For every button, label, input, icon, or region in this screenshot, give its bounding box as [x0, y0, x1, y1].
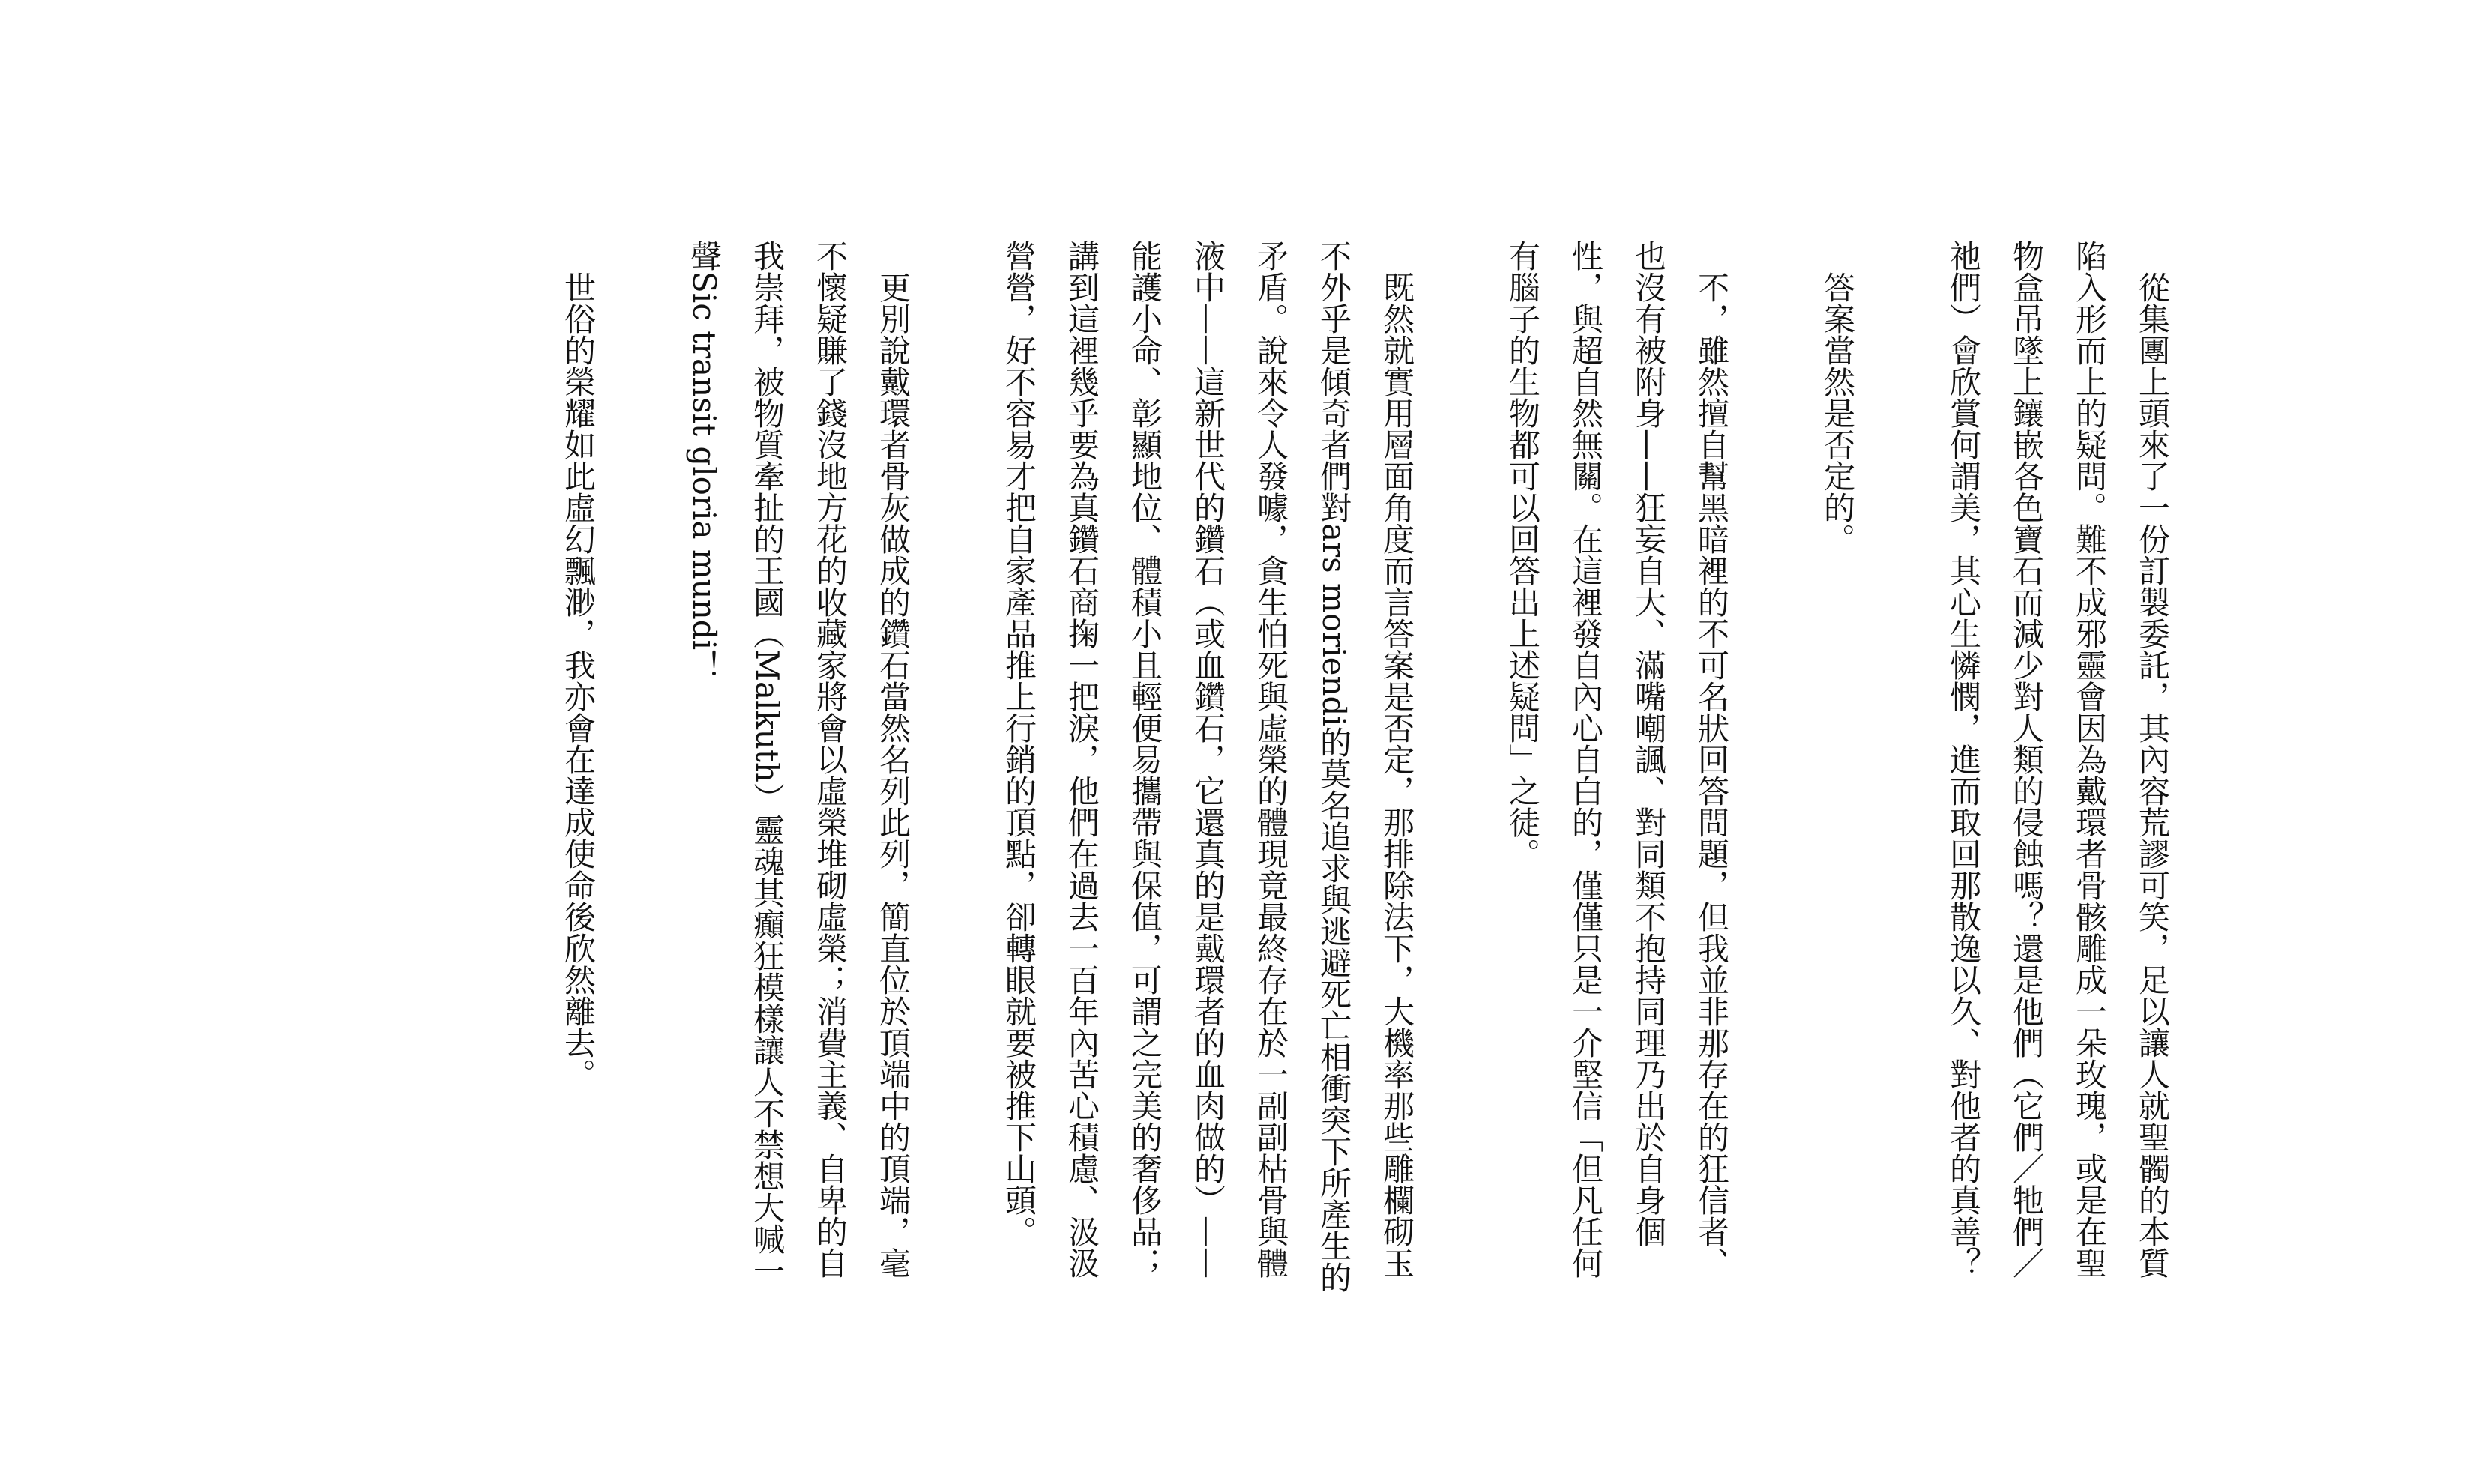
paragraph-confession: 不，雖然擅自幫黑暗裡的不可名狀回答問題，但我並非那存在的狂信者、也沒有被附身——狂妄自大、滿嘴嘲諷、對同類不抱持同理乃出於自身個性，與超自然無關。在這裡發自內心自白的，僅僅只是一介堅信「但凡任何有腦子的生物都可以回答出上述疑問」之徒。 [1504, 240, 1730, 1279]
paragraph-ars-moriendi: 既然就實用層面角度而言答案是否定，那排除法下，大機率那些雕欄砌玉不外乎是傾奇者們對ars moriendi的莫名追求與逃避死亡相衝突下所產生的矛盾。說來令人發噱，貪生怕死與虛榮的體現竟最終存在於一副副枯骨與體液中——這新世代的鑽石（或血鑽石，它還真的是戴環者的血肉做的）——能護小命、彰顯地位、體積小且輕便易攜帶與保值，可謂之完美的奢侈品；講到這裡幾乎要為真鑽石商掬一把淚，他們在過去一百年內苦心積慮、汲汲營營，好不容易才把自家產品推上行銷的頂點，卻轉眼就要被推下山頭。 [1001, 240, 1415, 1293]
paragraph-answer: 答案當然是否定的。 [1819, 271, 1856, 555]
paragraph-sic-transit: 更別說戴環者骨灰做成的鑽石當然名列此列，簡直位於頂端中的頂端，毫不懷疑賺了錢沒地方花的收藏家將會以虛榮堆砌虛榮；消費主義、自卑的自我崇拜，被物質牽扯的王國（Malkuth）靈魂其癲狂模樣讓人不禁想大喊一聲Sic transit gloria mundi！ [686, 240, 912, 1286]
paragraph-commission: 從集團上頭來了一份訂製委託，其內容荒謬可笑，足以讓人就聖髑的本質陷入形而上的疑問。難不成邪靈會因為戴環者骨骸雕成一朵玫瑰，或是在聖物盒吊墜上鑲嵌各色寶石而減少對人類的侵蝕嗎？還是他們（它們／牠們／祂們）會欣賞何謂美，其心生憐憫，進而取回那散逸以久、對他者的真善？ [1945, 240, 2171, 1279]
paragraph-closing: 世俗的榮耀如此虛幻飄渺，我亦會在達成使命後欣然離去。 [560, 271, 597, 1090]
vertical-text-body [546, 240, 2184, 1304]
